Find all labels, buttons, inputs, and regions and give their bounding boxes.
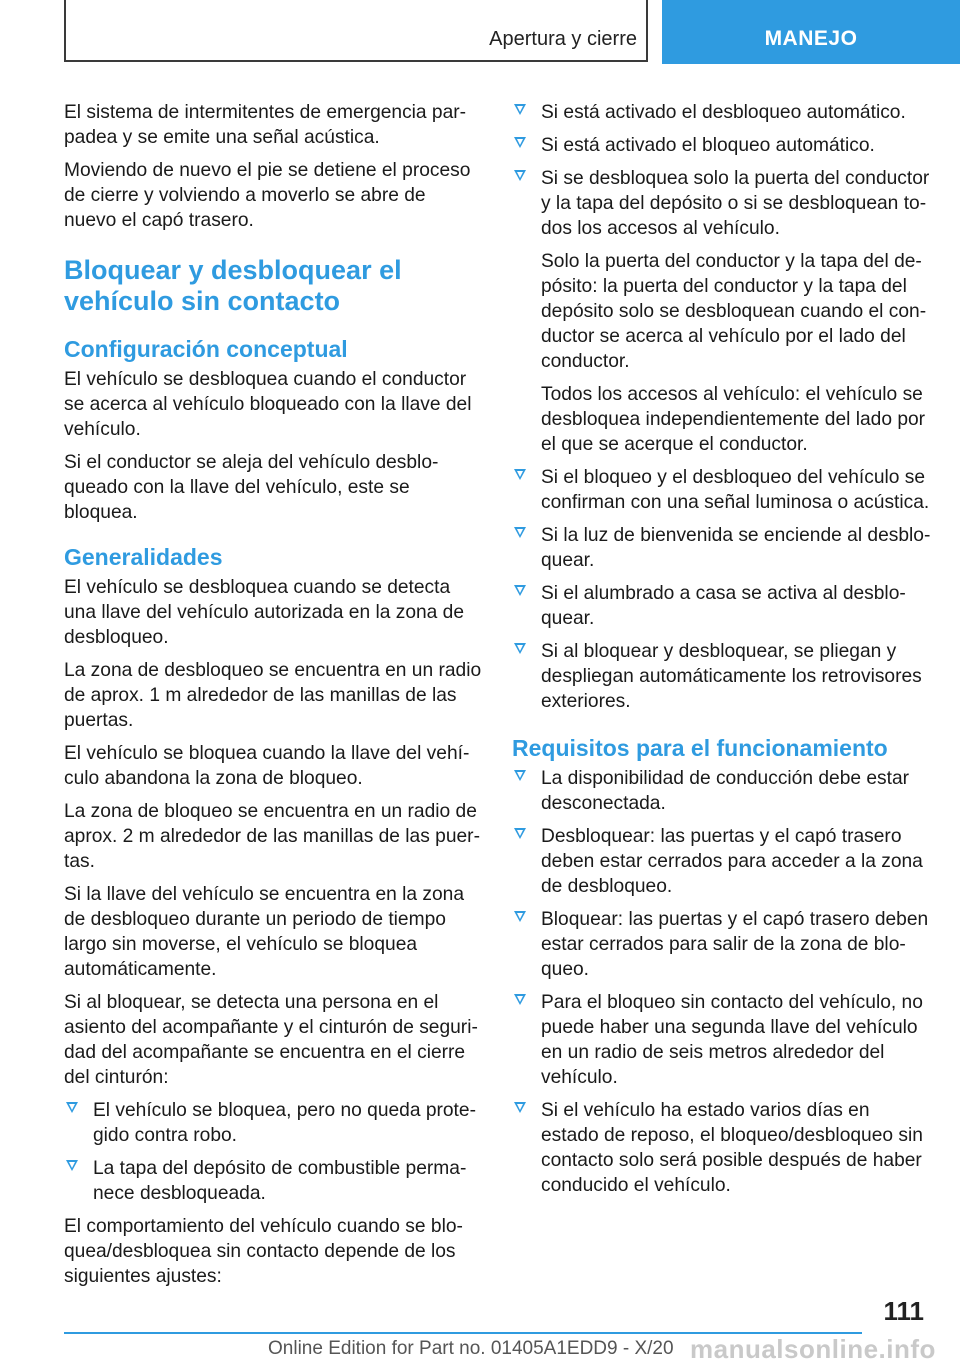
list-item-text: Desbloquear: las puertas y el capó trasero deben estar cerrados para acceder a la zona de desbloqueo. xyxy=(541,826,923,897)
paragraph: La zona de desbloqueo se encuentra en un radio de aprox. 1 m alrededor de las manillas de las puertas. xyxy=(64,660,482,731)
list-item xyxy=(512,766,932,816)
list-item xyxy=(64,1156,482,1206)
triangle-bullet-icon xyxy=(514,585,526,596)
list-item-text: Si se desbloquea solo la puerta del conductor y la tapa del depósito o si se desbloquean todos los accesos al vehículo. xyxy=(541,168,930,239)
paragraph: La zona de bloqueo se encuentra en un radio de aprox. 2 m alrededor de las manillas de las puertas. xyxy=(64,801,480,872)
list-item-text: La tapa del depósito de combustible permanece desbloqueada. xyxy=(93,1158,467,1204)
section-heading: Bloquear y desbloquear el vehículo sin contacto xyxy=(64,255,402,316)
paragraph: El comportamiento del vehículo cuando se bloquea/desbloquea sin contacto depende de los siguientes ajustes: xyxy=(64,1216,463,1287)
watermark: manualsonline.info xyxy=(690,1334,936,1364)
list-item-text: Para el bloqueo sin contacto del vehículo, no puede haber una segunda llave del vehículo en un radio de seis metros alrededor del vehículo. xyxy=(541,992,923,1088)
list-item-text: Bloquear: las puertas y el capó trasero deben estar cerrados para salir de la zona de bloqueo. xyxy=(541,909,929,980)
bullet-list xyxy=(64,1098,482,1206)
subsection-heading: Configuración conceptual xyxy=(64,336,348,362)
triangle-bullet-icon xyxy=(514,104,526,115)
paragraph: El vehículo se desbloquea cuando el conductor se acerca al vehículo bloqueado con la llave del vehículo. xyxy=(64,369,472,440)
paragraph: Si el conductor se aleja del vehículo desbloqueado con la llave del vehículo, este se bloquea. xyxy=(64,452,439,523)
list-item xyxy=(512,166,932,457)
list-item-text: Si está activado el desbloqueo automático. xyxy=(541,102,906,123)
paragraph: Si la llave del vehículo se encuentra en la zona de desbloqueo durante un periodo de tiempo largo sin moverse, el vehículo se bloquea automáticamente. xyxy=(64,884,464,980)
list-item xyxy=(64,1098,482,1148)
subsection-heading: Generalidades xyxy=(64,544,223,570)
paragraph: Si al bloquear, se detecta una persona en el asiento del acompañante y el cinturón de seguridad del acompañante se encuentra en el cierre del cinturón: xyxy=(64,992,478,1088)
paragraph: El sistema de intermitentes de emergencia parpadea y se emite una señal acústica. xyxy=(64,102,467,148)
page-header xyxy=(0,0,960,66)
list-item xyxy=(512,907,932,982)
triangle-bullet-icon xyxy=(514,527,526,538)
list-item-subparagraph: Solo la puerta del conductor y la tapa del depósito: la puerta del conductor y la tapa del depósito solo se desbloquean cuando el conductor se acerca al vehículo por el lado del conductor. xyxy=(541,251,927,372)
left-column xyxy=(64,100,482,1297)
list-item xyxy=(512,581,932,631)
triangle-bullet-icon xyxy=(514,643,526,654)
triangle-bullet-icon xyxy=(514,1102,526,1113)
triangle-bullet-icon xyxy=(514,994,526,1005)
triangle-bullet-icon xyxy=(514,911,526,922)
triangle-bullet-icon xyxy=(514,770,526,781)
list-item xyxy=(512,824,932,899)
list-item xyxy=(512,133,932,158)
list-item-text: Si el vehículo ha estado varios días en estado de reposo, el bloqueo/desbloqueo sin contacto solo será posible después de haber conducido el vehículo. xyxy=(541,1100,923,1196)
section-title: Apertura y cierre xyxy=(489,28,637,50)
triangle-bullet-icon xyxy=(514,137,526,148)
right-column xyxy=(512,100,932,1206)
requirements-list xyxy=(512,766,932,1198)
list-item xyxy=(512,523,932,573)
list-item xyxy=(512,465,932,515)
triangle-bullet-icon xyxy=(66,1102,78,1113)
edition-note: Online Edition for Part no. 01405A1EDD9 - X/20 xyxy=(268,1338,674,1359)
triangle-bullet-icon xyxy=(514,828,526,839)
list-item-text: Si está activado el bloqueo automático. xyxy=(541,135,875,156)
paragraph: Moviendo de nuevo el pie se detiene el proceso de cierre y volviendo a moverlo se abre de nuevo el capó trasero. xyxy=(64,160,471,231)
triangle-bullet-icon xyxy=(514,469,526,480)
paragraph: El vehículo se desbloquea cuando se detecta una llave del vehículo autorizada en la zona de desbloqueo. xyxy=(64,577,465,648)
subsection-heading: Requisitos para el funcionamiento xyxy=(512,735,888,761)
list-item-text: Si al bloquear y desbloquear, se pliegan y despliegan automáticamente los retrovisores exteriores. xyxy=(541,641,922,712)
list-item xyxy=(512,1098,932,1198)
triangle-bullet-icon xyxy=(514,170,526,181)
list-item-subparagraph: Todos los accesos al vehículo: el vehículo se desbloquea independientemente del lado por el que se acerque el conductor. xyxy=(541,384,926,455)
list-item xyxy=(512,639,932,714)
list-item xyxy=(512,100,932,125)
list-item-text: El vehículo se bloquea, pero no queda protegido contra robo. xyxy=(93,1100,476,1146)
triangle-bullet-icon xyxy=(66,1160,78,1171)
list-item-text: Si el alumbrado a casa se activa al desbloquear. xyxy=(541,583,906,629)
list-item-text: Si la luz de bienvenida se enciende al desbloquear. xyxy=(541,525,931,571)
list-item-text: Si el bloqueo y el desbloqueo del vehículo se confirman con una señal luminosa o acústica. xyxy=(541,467,930,513)
page-number: 111 xyxy=(883,1296,924,1326)
list-item xyxy=(512,990,932,1090)
paragraph: El vehículo se bloquea cuando la llave del vehículo abandona la zona de bloqueo. xyxy=(64,743,470,789)
list-item-text: La disponibilidad de conducción debe estar desconectada. xyxy=(541,768,910,814)
bullet-list xyxy=(512,100,932,714)
chapter-tab: MANEJO xyxy=(662,0,960,64)
